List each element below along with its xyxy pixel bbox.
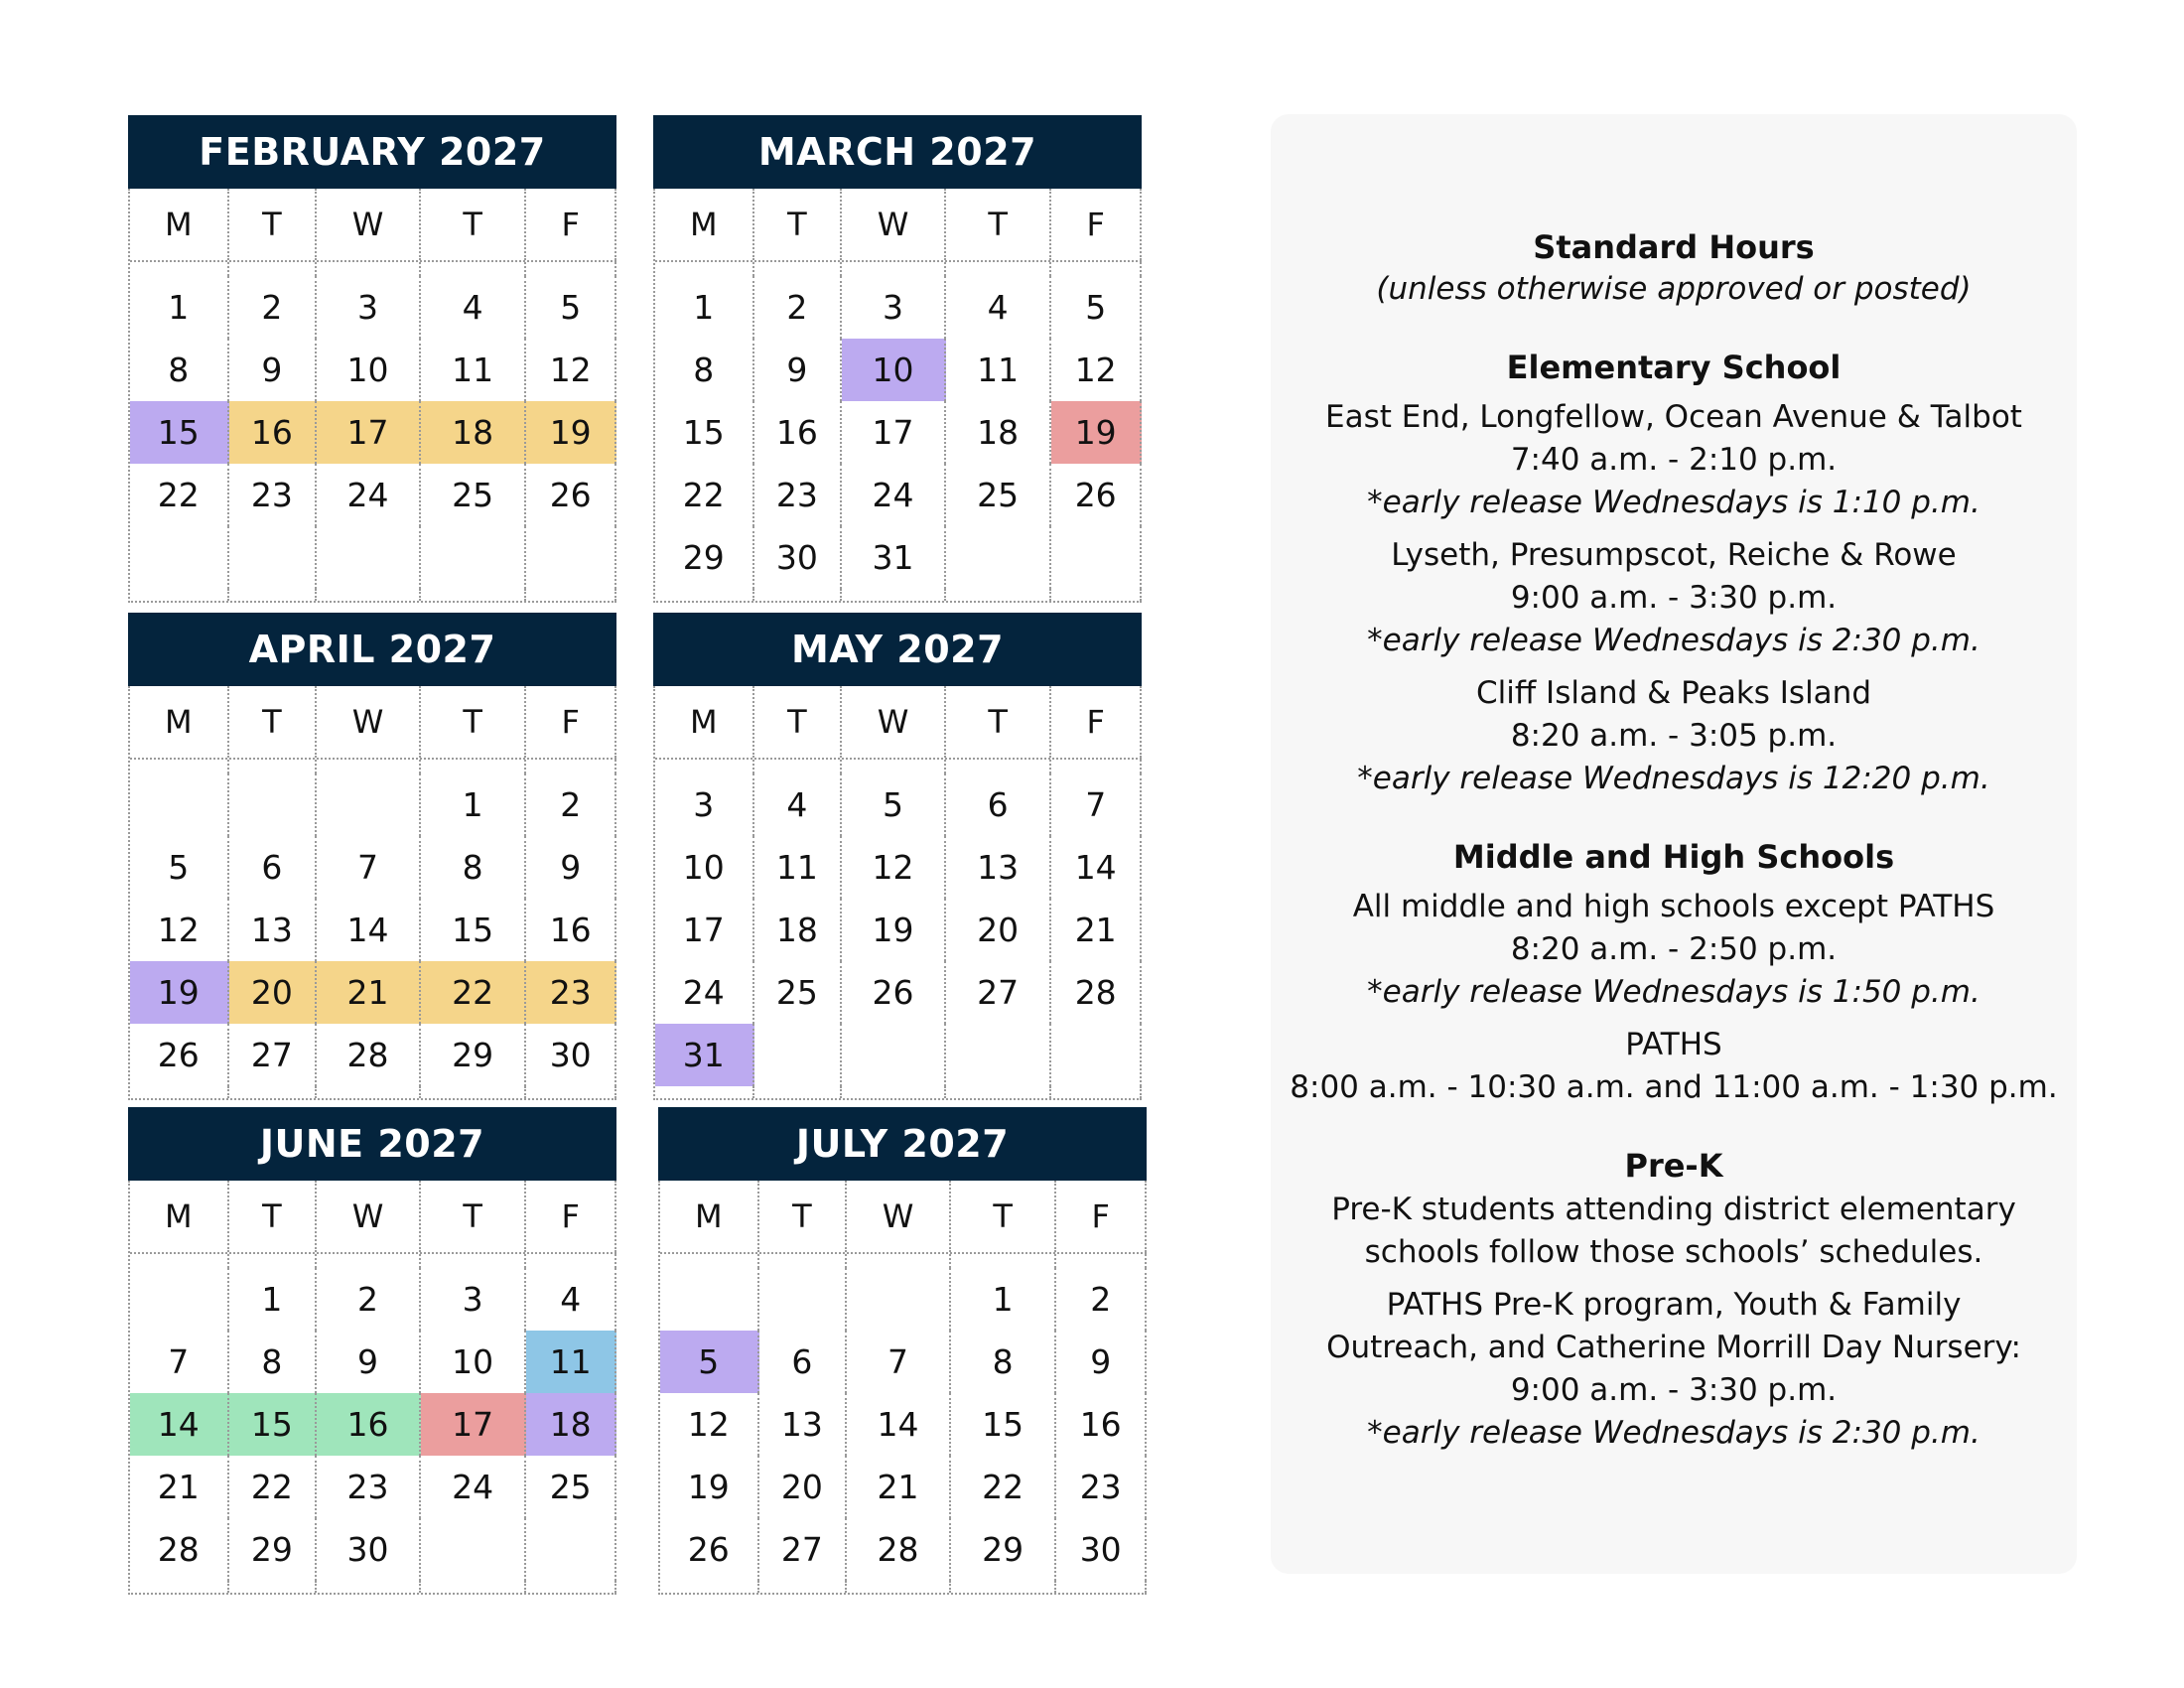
month-title: JULY 2027 xyxy=(658,1107,1147,1181)
day-cell: 12 xyxy=(660,1393,759,1456)
day-cell: 17 xyxy=(317,401,421,464)
middle-high-group1-name: All middle and high schools except PATHS xyxy=(1352,889,1995,924)
weekday-header-row xyxy=(130,189,616,262)
calendar-may xyxy=(653,613,1142,1100)
day-cell: 7 xyxy=(1051,774,1142,836)
day-cell: 15 xyxy=(951,1393,1057,1456)
day-cell: 12 xyxy=(842,836,946,899)
day-cell: 24 xyxy=(655,961,754,1024)
day-cell xyxy=(317,774,421,836)
day-cell: 8 xyxy=(951,1331,1057,1393)
weekday-label: T xyxy=(946,189,1052,260)
weekday-label: F xyxy=(526,189,616,260)
elementary-group1-early: *early release Wednesdays is 1:10 p.m. xyxy=(1367,485,1980,520)
day-cell: 26 xyxy=(1051,464,1142,526)
calendar-july xyxy=(658,1107,1147,1595)
day-cell: 26 xyxy=(526,464,616,526)
day-cell: 26 xyxy=(130,1024,229,1086)
week-row xyxy=(655,836,1142,899)
month-grid xyxy=(653,686,1142,1100)
week-row xyxy=(130,401,616,464)
day-cell: 19 xyxy=(526,401,616,464)
week-row xyxy=(655,339,1142,401)
day-cell: 3 xyxy=(842,276,946,339)
week-row xyxy=(130,276,616,339)
day-cell: 22 xyxy=(229,1456,318,1518)
day-cell: 8 xyxy=(655,339,754,401)
week-row xyxy=(655,899,1142,961)
day-cell: 24 xyxy=(842,464,946,526)
day-cell: 22 xyxy=(421,961,527,1024)
weekday-label: F xyxy=(1056,1181,1147,1252)
weekday-label: T xyxy=(229,686,318,758)
day-cell: 17 xyxy=(842,401,946,464)
weekday-label: T xyxy=(951,1181,1057,1252)
weekday-label: W xyxy=(317,189,421,260)
day-cell: 7 xyxy=(317,836,421,899)
day-cell: 26 xyxy=(842,961,946,1024)
weekday-label: W xyxy=(317,1181,421,1252)
prek-line1: Pre-K students attending district elementary xyxy=(1331,1192,2016,1227)
standard-hours-title: Standard Hours xyxy=(1533,228,1815,266)
day-cell: 22 xyxy=(130,464,229,526)
elementary-group3-early: *early release Wednesdays is 12:20 p.m. xyxy=(1357,761,1990,796)
day-cell: 10 xyxy=(421,1331,527,1393)
week-row xyxy=(130,899,616,961)
elementary-group2-early: *early release Wednesdays is 2:30 p.m. xyxy=(1367,623,1980,658)
weekday-label: T xyxy=(421,1181,527,1252)
weekday-header-row xyxy=(655,189,1142,262)
day-cell: 8 xyxy=(421,836,527,899)
day-cell: 30 xyxy=(754,526,843,589)
day-cell: 13 xyxy=(946,836,1052,899)
day-cell: 2 xyxy=(1056,1268,1147,1331)
day-cell: 11 xyxy=(526,1331,616,1393)
day-cell: 12 xyxy=(1051,339,1142,401)
day-cell: 26 xyxy=(660,1518,759,1581)
day-cell: 18 xyxy=(421,401,527,464)
week-row xyxy=(130,1331,616,1393)
day-cell: 20 xyxy=(229,961,318,1024)
prek-line2: schools follow those schools’ schedules. xyxy=(1364,1234,1983,1270)
week-row xyxy=(130,961,616,1024)
day-cell: 18 xyxy=(526,1393,616,1456)
day-cell: 16 xyxy=(754,401,843,464)
week-row xyxy=(130,1393,616,1456)
week-row xyxy=(655,774,1142,836)
day-cell: 5 xyxy=(660,1331,759,1393)
month-grid xyxy=(128,1181,616,1595)
prek-line3: PATHS Pre-K program, Youth & Family xyxy=(1386,1287,1962,1323)
elementary-group2-hours: 9:00 a.m. - 3:30 p.m. xyxy=(1510,580,1838,616)
weekday-label: M xyxy=(130,189,229,260)
day-cell xyxy=(130,526,229,589)
day-cell: 27 xyxy=(759,1518,848,1581)
weekday-label: T xyxy=(946,686,1052,758)
day-cell: 24 xyxy=(421,1456,527,1518)
month-title: MAY 2027 xyxy=(653,613,1142,686)
elementary-group1-hours: 7:40 a.m. - 2:10 p.m. xyxy=(1510,442,1838,478)
day-cell: 1 xyxy=(421,774,527,836)
week-row xyxy=(130,1024,616,1086)
elementary-group1-name: East End, Longfellow, Ocean Avenue & Talbot xyxy=(1325,399,2022,435)
day-cell xyxy=(754,1024,843,1086)
day-cell: 14 xyxy=(317,899,421,961)
day-cell: 14 xyxy=(847,1393,951,1456)
day-cell xyxy=(421,526,527,589)
day-cell: 13 xyxy=(759,1393,848,1456)
day-cell xyxy=(130,1268,229,1331)
day-cell: 21 xyxy=(130,1456,229,1518)
day-cell: 20 xyxy=(946,899,1052,961)
day-cell: 22 xyxy=(655,464,754,526)
elementary-group3-name: Cliff Island & Peaks Island xyxy=(1475,675,1872,711)
middle-high-group1-hours: 8:20 a.m. - 2:50 p.m. xyxy=(1510,931,1838,967)
week-row xyxy=(130,464,616,526)
day-cell: 1 xyxy=(130,276,229,339)
day-cell: 21 xyxy=(847,1456,951,1518)
day-cell: 16 xyxy=(229,401,318,464)
prek-line4: Outreach, and Catherine Morrill Day Nursery: xyxy=(1326,1330,2021,1365)
day-cell: 23 xyxy=(1056,1456,1147,1518)
day-cell: 3 xyxy=(421,1268,527,1331)
day-cell: 22 xyxy=(951,1456,1057,1518)
day-cell: 6 xyxy=(946,774,1052,836)
day-cell: 5 xyxy=(1051,276,1142,339)
weekday-header-row xyxy=(130,686,616,760)
middle-high-group1-early: *early release Wednesdays is 1:50 p.m. xyxy=(1367,974,1980,1010)
day-cell: 4 xyxy=(754,774,843,836)
weekday-label: M xyxy=(130,1181,229,1252)
day-cell: 28 xyxy=(130,1518,229,1581)
day-cell: 19 xyxy=(130,961,229,1024)
day-cell: 15 xyxy=(421,899,527,961)
day-cell: 5 xyxy=(526,276,616,339)
day-cell: 10 xyxy=(655,836,754,899)
month-grid xyxy=(658,1181,1147,1595)
prek-heading: Pre-K xyxy=(1624,1147,1723,1185)
day-cell: 21 xyxy=(1051,899,1142,961)
week-row xyxy=(655,401,1142,464)
weekday-label: T xyxy=(421,686,527,758)
elementary-group3-hours: 8:20 a.m. - 3:05 p.m. xyxy=(1510,718,1838,754)
weekday-label: T xyxy=(421,189,527,260)
day-cell xyxy=(946,526,1052,589)
day-cell: 11 xyxy=(946,339,1052,401)
elementary-group2-name: Lyseth, Presumpscot, Reiche & Rowe xyxy=(1391,537,1957,573)
weekday-header-row xyxy=(660,1181,1147,1254)
day-cell: 9 xyxy=(229,339,318,401)
day-cell: 4 xyxy=(421,276,527,339)
day-cell: 7 xyxy=(847,1331,951,1393)
day-cell xyxy=(526,526,616,589)
weekday-label: W xyxy=(317,686,421,758)
weekday-label: F xyxy=(1051,686,1142,758)
month-title: FEBRUARY 2027 xyxy=(128,115,616,189)
weekday-label: M xyxy=(655,189,754,260)
calendar-june xyxy=(128,1107,616,1595)
month-grid xyxy=(128,686,616,1100)
week-row xyxy=(655,526,1142,589)
day-cell: 2 xyxy=(754,276,843,339)
month-title: JUNE 2027 xyxy=(128,1107,616,1181)
day-cell: 25 xyxy=(526,1456,616,1518)
day-cell: 14 xyxy=(1051,836,1142,899)
day-cell: 28 xyxy=(847,1518,951,1581)
day-cell: 20 xyxy=(759,1456,848,1518)
day-cell: 6 xyxy=(759,1331,848,1393)
day-cell: 5 xyxy=(130,836,229,899)
week-row xyxy=(660,1518,1147,1581)
day-cell: 29 xyxy=(655,526,754,589)
week-row xyxy=(130,774,616,836)
week-row xyxy=(130,1456,616,1518)
day-cell: 10 xyxy=(842,339,946,401)
week-row xyxy=(655,276,1142,339)
week-row xyxy=(130,526,616,589)
week-row xyxy=(660,1393,1147,1456)
day-cell: 1 xyxy=(951,1268,1057,1331)
day-cell: 9 xyxy=(526,836,616,899)
calendar-april xyxy=(128,613,616,1100)
day-cell xyxy=(946,1024,1052,1086)
day-cell: 25 xyxy=(421,464,527,526)
day-cell xyxy=(1051,526,1142,589)
day-cell: 11 xyxy=(421,339,527,401)
paths-name: PATHS xyxy=(1625,1027,1722,1062)
month-grid xyxy=(653,189,1142,603)
day-cell: 9 xyxy=(754,339,843,401)
week-row xyxy=(130,339,616,401)
day-cell: 30 xyxy=(1056,1518,1147,1581)
day-cell: 10 xyxy=(317,339,421,401)
weekday-label: F xyxy=(526,1181,616,1252)
weekday-label: F xyxy=(526,686,616,758)
day-cell xyxy=(759,1268,848,1331)
day-cell xyxy=(421,1518,527,1581)
weekday-label: W xyxy=(842,189,946,260)
weekday-label: T xyxy=(229,189,318,260)
day-cell: 4 xyxy=(946,276,1052,339)
day-cell xyxy=(317,526,421,589)
day-cell: 28 xyxy=(317,1024,421,1086)
day-cell: 30 xyxy=(526,1024,616,1086)
day-cell: 3 xyxy=(655,774,754,836)
standard-hours-subtitle: (unless otherwise approved or posted) xyxy=(1376,271,1972,307)
weekday-label: M xyxy=(660,1181,759,1252)
day-cell: 24 xyxy=(317,464,421,526)
day-cell xyxy=(1051,1024,1142,1086)
day-cell: 15 xyxy=(130,401,229,464)
day-cell xyxy=(229,526,318,589)
weekday-label: T xyxy=(759,1181,848,1252)
day-cell: 13 xyxy=(229,899,318,961)
day-cell: 25 xyxy=(946,464,1052,526)
day-cell: 28 xyxy=(1051,961,1142,1024)
day-cell: 2 xyxy=(526,774,616,836)
day-cell: 23 xyxy=(754,464,843,526)
day-cell xyxy=(229,774,318,836)
week-row xyxy=(655,1024,1142,1086)
week-row xyxy=(130,1268,616,1331)
day-cell: 11 xyxy=(754,836,843,899)
day-cell: 18 xyxy=(946,401,1052,464)
paths-hours: 8:00 a.m. - 10:30 a.m. and 11:00 a.m. - 1:30 p.m. xyxy=(1290,1069,2058,1105)
day-cell: 9 xyxy=(1056,1331,1147,1393)
day-cell xyxy=(130,774,229,836)
calendar-february xyxy=(128,115,616,603)
prek-early: *early release Wednesdays is 2:30 p.m. xyxy=(1367,1415,1980,1451)
weekday-label: W xyxy=(842,686,946,758)
day-cell: 27 xyxy=(946,961,1052,1024)
month-grid xyxy=(128,189,616,603)
day-cell: 31 xyxy=(842,526,946,589)
week-row xyxy=(130,836,616,899)
day-cell: 3 xyxy=(317,276,421,339)
week-row xyxy=(655,464,1142,526)
day-cell xyxy=(842,1024,946,1086)
day-cell: 29 xyxy=(229,1518,318,1581)
day-cell: 14 xyxy=(130,1393,229,1456)
calendar-march xyxy=(653,115,1142,603)
day-cell: 4 xyxy=(526,1268,616,1331)
day-cell: 19 xyxy=(1051,401,1142,464)
day-cell: 6 xyxy=(229,836,318,899)
prek-hours: 9:00 a.m. - 3:30 p.m. xyxy=(1510,1372,1838,1408)
weekday-label: M xyxy=(655,686,754,758)
day-cell: 1 xyxy=(229,1268,318,1331)
weekday-header-row xyxy=(130,1181,616,1254)
day-cell: 23 xyxy=(526,961,616,1024)
day-cell: 16 xyxy=(317,1393,421,1456)
day-cell: 19 xyxy=(660,1456,759,1518)
day-cell: 2 xyxy=(229,276,318,339)
day-cell: 27 xyxy=(229,1024,318,1086)
day-cell: 5 xyxy=(842,774,946,836)
day-cell: 21 xyxy=(317,961,421,1024)
weekday-label: T xyxy=(754,686,843,758)
day-cell: 17 xyxy=(655,899,754,961)
weekday-header-row xyxy=(655,686,1142,760)
week-row xyxy=(660,1331,1147,1393)
day-cell: 30 xyxy=(317,1518,421,1581)
month-title: APRIL 2027 xyxy=(128,613,616,686)
day-cell: 7 xyxy=(130,1331,229,1393)
day-cell: 16 xyxy=(1056,1393,1147,1456)
day-cell: 23 xyxy=(229,464,318,526)
month-title: MARCH 2027 xyxy=(653,115,1142,189)
day-cell: 18 xyxy=(754,899,843,961)
weekday-label: F xyxy=(1051,189,1142,260)
week-row xyxy=(660,1456,1147,1518)
weekday-label: T xyxy=(754,189,843,260)
day-cell: 29 xyxy=(951,1518,1057,1581)
day-cell: 2 xyxy=(317,1268,421,1331)
day-cell: 1 xyxy=(655,276,754,339)
day-cell xyxy=(526,1518,616,1581)
day-cell: 23 xyxy=(317,1456,421,1518)
week-row xyxy=(660,1268,1147,1331)
week-row xyxy=(655,961,1142,1024)
day-cell: 29 xyxy=(421,1024,527,1086)
weekday-label: M xyxy=(130,686,229,758)
day-cell: 8 xyxy=(229,1331,318,1393)
week-row xyxy=(130,1518,616,1581)
day-cell: 19 xyxy=(842,899,946,961)
day-cell: 15 xyxy=(229,1393,318,1456)
day-cell xyxy=(660,1268,759,1331)
elementary-heading: Elementary School xyxy=(1506,349,1842,386)
day-cell: 9 xyxy=(317,1331,421,1393)
day-cell: 16 xyxy=(526,899,616,961)
day-cell xyxy=(847,1268,951,1331)
day-cell: 17 xyxy=(421,1393,527,1456)
day-cell: 8 xyxy=(130,339,229,401)
standard-hours-panel xyxy=(1271,114,2077,1574)
weekday-label: T xyxy=(229,1181,318,1252)
day-cell: 25 xyxy=(754,961,843,1024)
middle-high-heading: Middle and High Schools xyxy=(1452,838,1895,876)
day-cell: 12 xyxy=(130,899,229,961)
day-cell: 12 xyxy=(526,339,616,401)
day-cell: 15 xyxy=(655,401,754,464)
weekday-label: W xyxy=(847,1181,951,1252)
day-cell: 31 xyxy=(655,1024,754,1086)
